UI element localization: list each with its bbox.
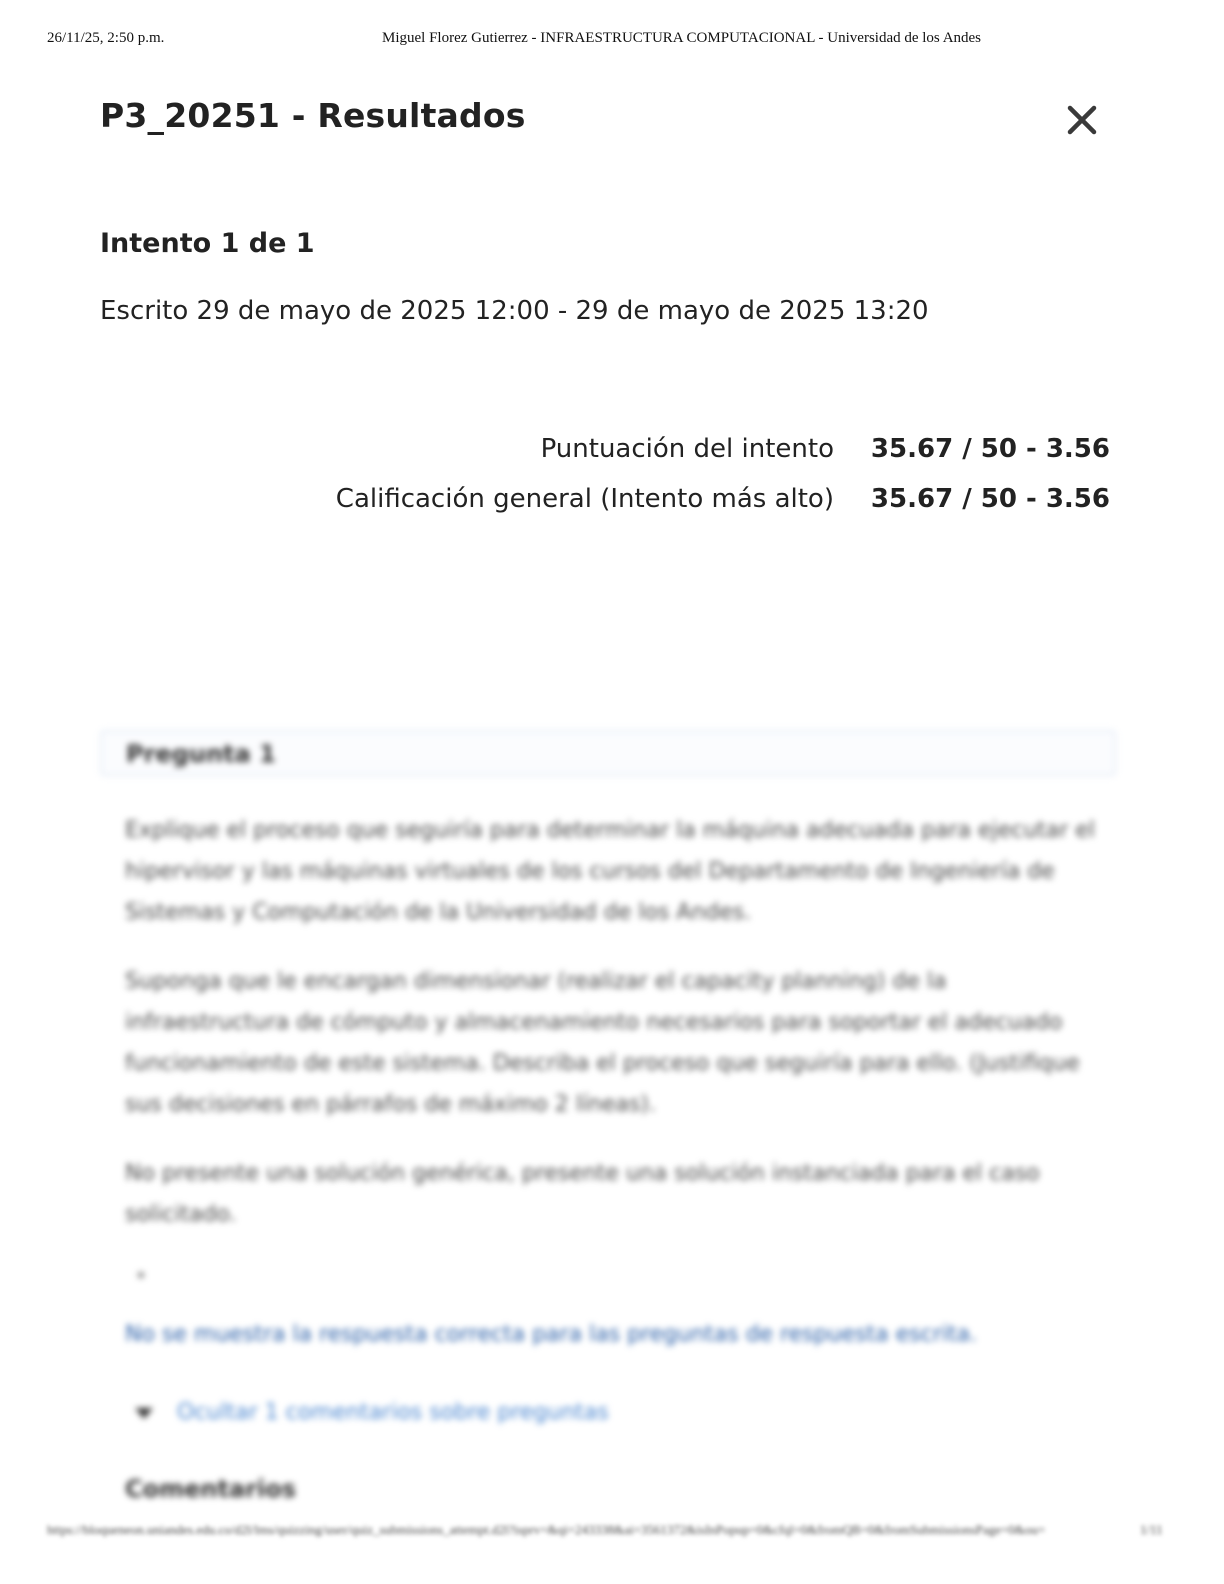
question-header	[100, 730, 1116, 776]
score-row-attempt	[300, 434, 1110, 484]
question-paragraph: No presente una solución genérica, presente una solución instanciada para el caso solicitado.	[125, 1161, 1040, 1227]
feedback-toggle-label: Ocultar 1 comentarios sobre preguntas	[177, 1400, 609, 1425]
question-paragraph: Explique el proceso que seguiría para determinar la máquina adecuada para ejecutar el hipervisor y las máquinas virtuales de los cursos del Departamento de Ingeniería de Sistemas y Computación de la Universidad de los Andes.	[125, 818, 1095, 925]
close-button[interactable]	[1060, 98, 1104, 142]
answer-note: No se muestra la respuesta correcta para las preguntas de respuesta escrita.	[125, 1322, 977, 1347]
score-label: Calificación general (Intento más alto)	[335, 484, 834, 514]
answer-bullet	[138, 1272, 144, 1278]
print-datetime: 26/11/25, 2:50 p.m.	[47, 30, 165, 46]
question-heading: Pregunta 1	[126, 740, 276, 768]
comments-heading: Comentarios	[125, 1475, 296, 1503]
question-body	[125, 810, 1110, 1263]
print-url: https://bloqueneon.uniandes.edu.co/d2l/lms/quizzing/user/quiz_submissions_attempt.d2l?isprv=&qi=243338&ai=3561372&isInPopup=0&cfql=0&fromQB=0&fromSubmissionsPage=0&ou=	[47, 1522, 1046, 1537]
question-paragraph: Suponga que le encargan dimensionar (realizar el capacity planning) de la infraestructura de cómputo y almacenamiento necesarios para soportar el adecuado funcionamiento de este sistema. Describa el proceso que seguiría para ello. (Justifique sus decisiones en párrafos de máximo 2 líneas).	[125, 969, 1080, 1117]
close-icon	[1060, 98, 1104, 142]
print-footer	[47, 1522, 1177, 1542]
score-value: 35.67 / 50 - 3.56	[870, 484, 1110, 514]
chevron-down-icon	[135, 1408, 153, 1419]
score-summary	[300, 434, 1110, 534]
print-page-number: 1/11	[1140, 1522, 1163, 1537]
score-row-overall	[300, 484, 1110, 534]
score-label: Puntuación del intento	[540, 434, 834, 464]
score-value: 35.67 / 50 - 3.56	[870, 434, 1110, 464]
print-document-title: Miguel Florez Gutierrez - INFRAESTRUCTURA COMPUTACIONAL - Universidad de los Andes	[382, 30, 982, 46]
attempt-written-range: Escrito 29 de mayo de 2025 12:00 - 29 de mayo de 2025 13:20	[100, 296, 929, 326]
print-header	[0, 30, 1224, 52]
feedback-toggle-link[interactable]	[135, 1400, 609, 1425]
attempt-heading: Intento 1 de 1	[100, 228, 315, 259]
page-title: P3_20251 - Resultados	[100, 96, 526, 135]
question-card	[100, 730, 1116, 1550]
